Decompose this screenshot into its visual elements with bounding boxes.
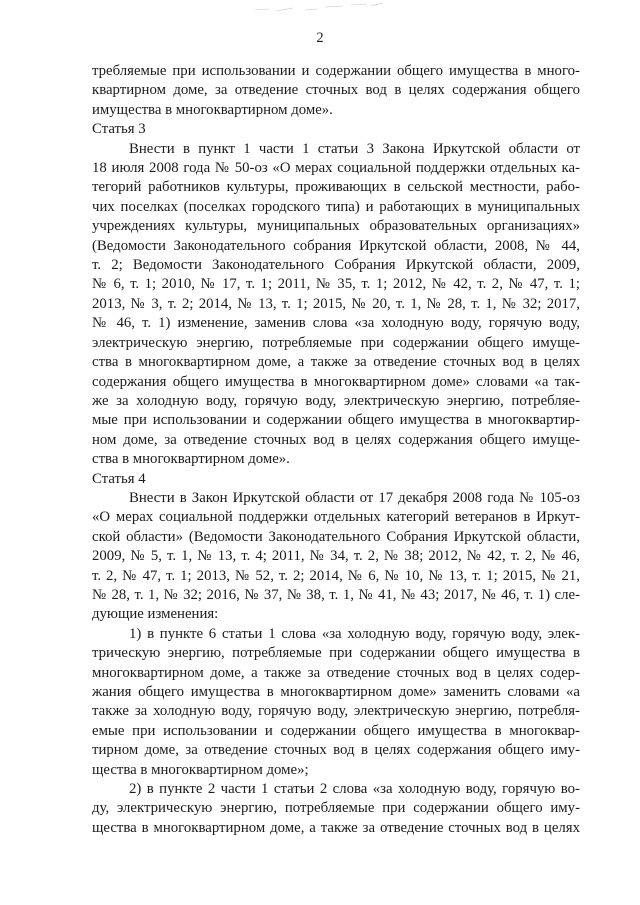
text-line: ду, электрическую энергию, потребляемые при содержании общего иму-: [92, 800, 580, 817]
text-line: Внести в пункт 1 части 1 статьи 3 Закона Иркутской области от: [129, 140, 580, 157]
text-line: дующие изменения:: [92, 606, 219, 623]
text-line: № 28, т. 1, № 32; 2016, № 37, № 38, т. 1, № 41, № 43; 2017, № 46, т. 1) сле-: [92, 586, 580, 603]
text-line: (Ведомости Законодательного собрания Иркутской области, 2008, № 44,: [92, 237, 580, 254]
text-line: мые при использовании и содержании общего имущества в многоквартир-: [92, 412, 580, 429]
article-4-item-1: [92, 625, 580, 780]
text-line: жания общего имущества в многоквартирном доме» заменить словами «а: [92, 684, 580, 700]
text-line: ства в многоквартирном доме».: [92, 451, 290, 468]
text-line: чих поселках (поселках городского типа) и работающих в муниципальных: [92, 198, 580, 215]
article-3-paragraph: [92, 140, 580, 470]
text-line: щества в многоквартирном доме»;: [92, 761, 309, 778]
article-4-item-2: [92, 780, 580, 838]
text-line: т. 2, № 47, т. 1; 2013, № 52, т. 2; 2014, № 6, № 10, № 13, т. 1; 2015, № 21,: [92, 567, 580, 584]
text-line: 2013, № 3, т. 2; 2014, № 13, т. 1; 2015, № 20, т. 1, № 28, т. 1, № 32; 2017,: [92, 295, 580, 312]
text-line: емые при использовании и содержании общего имущества в многоквар-: [92, 722, 580, 739]
text-line: имущества в многоквартирном доме».: [92, 101, 333, 118]
text-line: щества в многоквартирном доме, а также за отведение сточных вод в целях: [92, 819, 580, 836]
text-line: ства в многоквартирном доме, а также за отведение сточных вод в целях: [92, 354, 580, 371]
page-number: 2: [316, 30, 324, 46]
text-line: тегорий работников культуры, проживающих в сельской местности, рабо-: [92, 179, 580, 196]
text-line: многоквартирном доме, а также за отведение сточных вод в целях содер-: [92, 664, 580, 681]
article-4-heading: Статья 4: [92, 470, 146, 487]
text-line: № 6, т. 1; 2010, № 17, т. 1; 2011, № 35, т. 1; 2012, № 42, т. 2, № 47, т. 1;: [92, 276, 580, 293]
article-3-heading: Статья 3: [92, 121, 146, 138]
text-line: 1) в пункте 6 статьи 1 слова «за холодную воду, горячую воду, элек-: [129, 625, 580, 642]
document-body: [92, 62, 580, 838]
intro-paragraph: [92, 62, 580, 120]
text-line: 18 июля 2008 года № 50-оз «О мерах социальной поддержки отдельных ка-: [92, 160, 580, 177]
text-line: Внести в Закон Иркутской области от 17 декабря 2008 года № 105-оз: [129, 489, 580, 506]
text-line: 2) в пункте 2 части 1 статьи 2 слова «за холодную воду, горячую во-: [129, 781, 580, 798]
text-line: содержания общего имущества в многоквартирном доме» словами «а так-: [92, 373, 580, 390]
text-line: также за холодную воду, горячую воду, электрическую энергию, потребля-: [92, 703, 580, 720]
text-line: ном доме, за отведение сточных вод в целях содержания общего имуще-: [92, 431, 580, 448]
text-line: трическую энергию, потребляемые при содержании общего имущества в: [92, 645, 580, 662]
text-line: тирном доме, за отведение сточных вод в целях содержания общего иму-: [92, 742, 580, 759]
article-4-paragraph: [92, 489, 580, 625]
text-line: требляемые при использовании и содержании общего имущества в много-: [92, 63, 580, 79]
text-line: 2009, № 5, т. 1, № 13, т. 4; 2011, № 34, т. 2, № 38; 2012, № 42, т. 2, № 46,: [92, 548, 580, 565]
text-line: квартирном доме, за отведение сточных вод в целях содержания общего: [92, 82, 580, 99]
text-line: электрическую энергию, потребляемые при содержании общего имуще-: [92, 334, 580, 351]
text-line: т. 2; Ведомости Законодательного Собрания Иркутской области, 2009,: [92, 257, 580, 274]
text-line: же за холодную воду, горячую воду, электрическую энергию, потребляе-: [92, 392, 580, 409]
text-line: № 46, т. 1) изменение, заменив слова «за холодную воду, горячую воду,: [92, 315, 580, 332]
text-line: «О мерах социальной поддержки отдельных категорий ветеранов в Иркут-: [92, 509, 580, 526]
scan-artifact: [255, 2, 385, 14]
text-line: учреждениях культуры, муниципальных образовательных организациях»: [92, 218, 580, 235]
text-line: ской области» (Ведомости Законодательного Собрания Иркутской области,: [92, 528, 580, 545]
